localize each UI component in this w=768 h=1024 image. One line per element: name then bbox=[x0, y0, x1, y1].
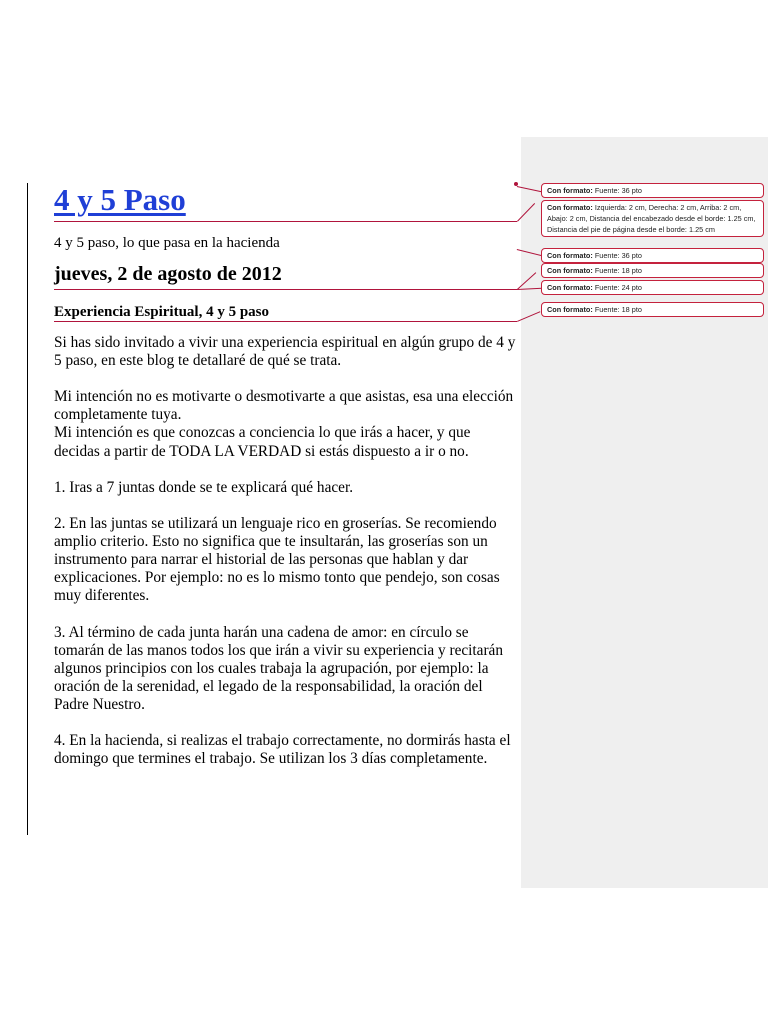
comment-label: Con formato: bbox=[547, 266, 593, 275]
format-comment[interactable] bbox=[541, 302, 764, 317]
post-body bbox=[54, 334, 519, 786]
comment-text: Fuente: 36 pto bbox=[594, 251, 642, 260]
revision-underline bbox=[54, 321, 517, 322]
comment-text: Fuente: 24 pto bbox=[594, 283, 642, 292]
revision-underline bbox=[54, 289, 517, 290]
comment-text: Fuente: 18 pto bbox=[594, 266, 642, 275]
comment-label: Con formato: bbox=[547, 305, 593, 314]
comment-label: Con formato: bbox=[547, 251, 593, 260]
paragraph: Si has sido invitado a vivir una experiencia espiritual en algún grupo de 4 y 5 paso, en este blog te detallaré de qué se trata. bbox=[54, 334, 516, 370]
format-comment[interactable] bbox=[541, 183, 764, 198]
format-comment[interactable] bbox=[541, 280, 764, 295]
page-title[interactable]: 4 y 5 Paso bbox=[54, 182, 186, 217]
format-comment[interactable] bbox=[541, 248, 764, 263]
revision-underline bbox=[54, 221, 517, 222]
paragraph: Mi intención es que conozcas a conciencia lo que irás a hacer, y que decidas a partir de TODA LA VERDAD si estás dispuesto a ir o no. bbox=[54, 424, 471, 460]
comment-text: Izquierda: 2 cm, Derecha: 2 cm, Arriba: 2 cm, Abajo: 2 cm, Distancia del encabezado desde el borde: 1.25 cm, Distancia del pie de página desde el borde: 1.25 cm bbox=[547, 203, 756, 234]
revision-anchor-dot bbox=[514, 182, 518, 186]
post-date: jueves, 2 de agosto de 2012 bbox=[54, 263, 282, 285]
post-title: Experiencia Espiritual, 4 y 5 paso bbox=[54, 304, 270, 320]
paragraph: 4. En la hacienda, si realizas el trabajo correctamente, no dormirás hasta el domingo que termines el trabajo. Se utilizan los 3 días completamente. bbox=[54, 732, 511, 768]
blog-subtitle: 4 y 5 paso, lo que pasa en la hacienda bbox=[54, 235, 280, 251]
change-bar bbox=[27, 183, 28, 835]
comment-label: Con formato: bbox=[547, 203, 593, 212]
paragraph: Mi intención no es motivarte o desmotivarte a que asistas, esa una elección completamente tuya. bbox=[54, 388, 514, 424]
comment-text: Fuente: 36 pto bbox=[594, 186, 642, 195]
format-comment[interactable] bbox=[541, 200, 764, 237]
comment-label: Con formato: bbox=[547, 283, 593, 292]
comment-label: Con formato: bbox=[547, 186, 593, 195]
comment-text: Fuente: 18 pto bbox=[594, 305, 642, 314]
format-comment[interactable] bbox=[541, 263, 764, 278]
paragraph: 3. Al término de cada junta harán una cadena de amor: en círculo se tomarán de las manos todos los que irán a vivir su experiencia y recitarán algunos principios con los cuales trabaja la agrupación, por ejemplo: la oración de la serenidad, el legado de la responsabilidad, la oración del Padre Nuestro. bbox=[54, 623, 503, 713]
paragraph: 2. En las juntas se utilizará un lenguaje rico en groserías. Se recomiendo amplio criterio. Esto no significa que te insultarán, las groserías son un instrumento para narrar el historial de las personas que hablan y dar explicaciones. Por ejemplo: no es lo mismo tonto que pendejo, son cosas muy diferentes. bbox=[54, 514, 500, 605]
paragraph: 1. Iras a 7 juntas donde se te explicará qué hacer. bbox=[54, 478, 354, 496]
